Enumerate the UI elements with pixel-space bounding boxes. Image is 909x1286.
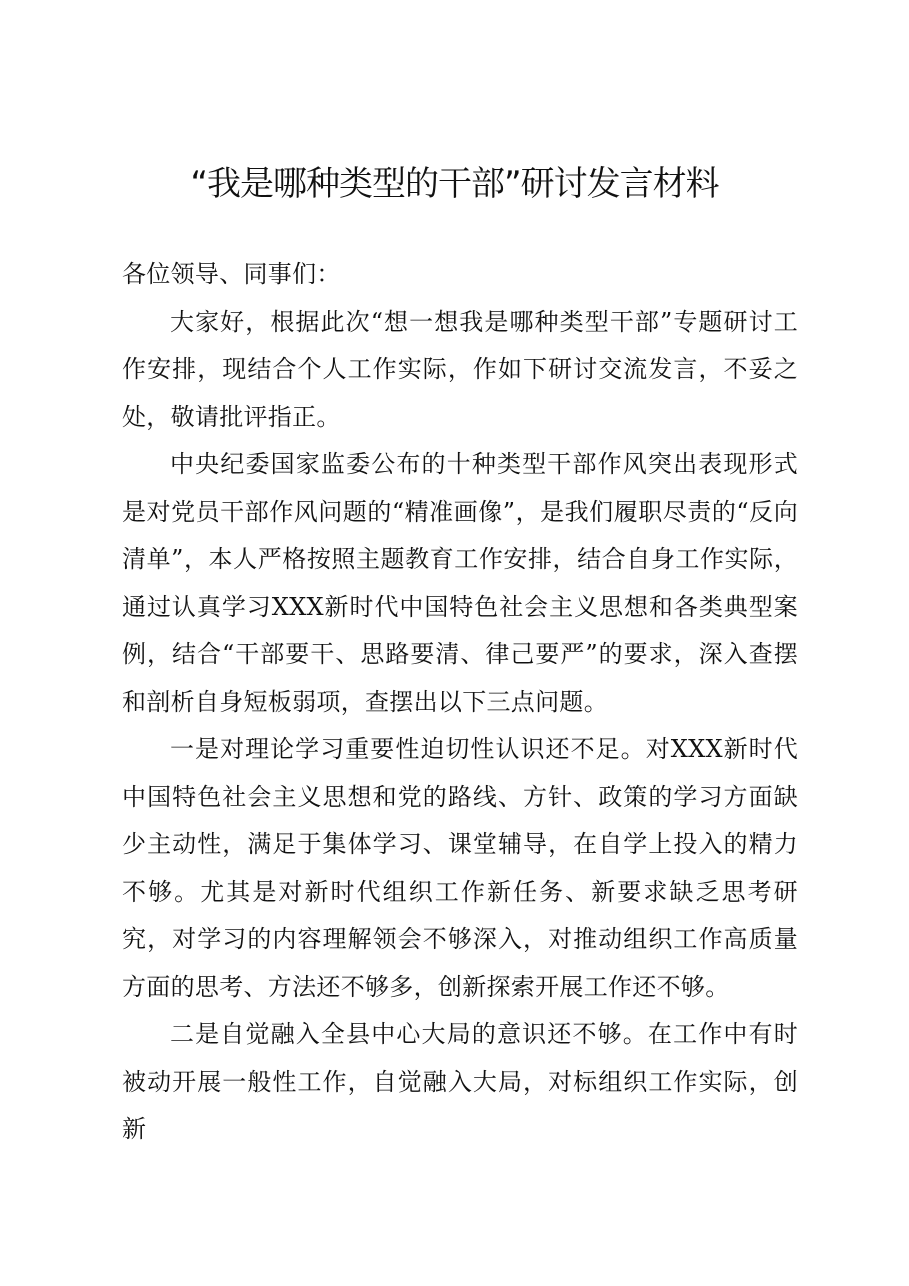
paragraph-problem-one: 一是对理论学习重要性迫切性认识还不足。对XXX新时代中国特色社会主义思想和党的路线、方针、政策的学习方面缺少主动性，满足于集体学习、课堂辅导，在自学上投入的精力不够。尤其是对新时代组织工作新任务、新要求缺乏思考研究，对学习的内容理解领会不够深入，对推动组织工作高质量方面的思考、方法还不够多，创新探索开展工作还不够。 — [122, 735, 798, 1001]
document-title: “我是哪种类型的干部”研讨发言材料 — [190, 164, 719, 204]
paragraph-intro: 大家好，根据此次“想一想我是哪种类型干部”专题研讨工作安排，现结合个人工作实际，作如下研讨交流发言，不妥之处，敬请批评指正。 — [122, 307, 798, 431]
greeting-line: 各位领导、同事们： — [122, 260, 341, 288]
paragraph-problem-two: 二是自觉融入全县中心大局的意识还不够。在工作中有时被动开展一般性工作，自觉融入大局，对标组织工作实际，创新 — [122, 1020, 798, 1143]
paragraph-background: 中央纪委国家监委公布的十种类型干部作风突出表现形式是对党员干部作风问题的“精准画像”，是我们履职尽责的“反向清单”，本人严格按照主题教育工作安排，结合自身工作实际，通过认真学习XXX新时代中国特色社会主义思想和各类典型案例，结合“干部要干、思路要清、律己要严”的要求，深入查摆和剖析自身短板弱项，查摆出以下三点问题。 — [122, 450, 798, 716]
document-body — [122, 251, 798, 1154]
